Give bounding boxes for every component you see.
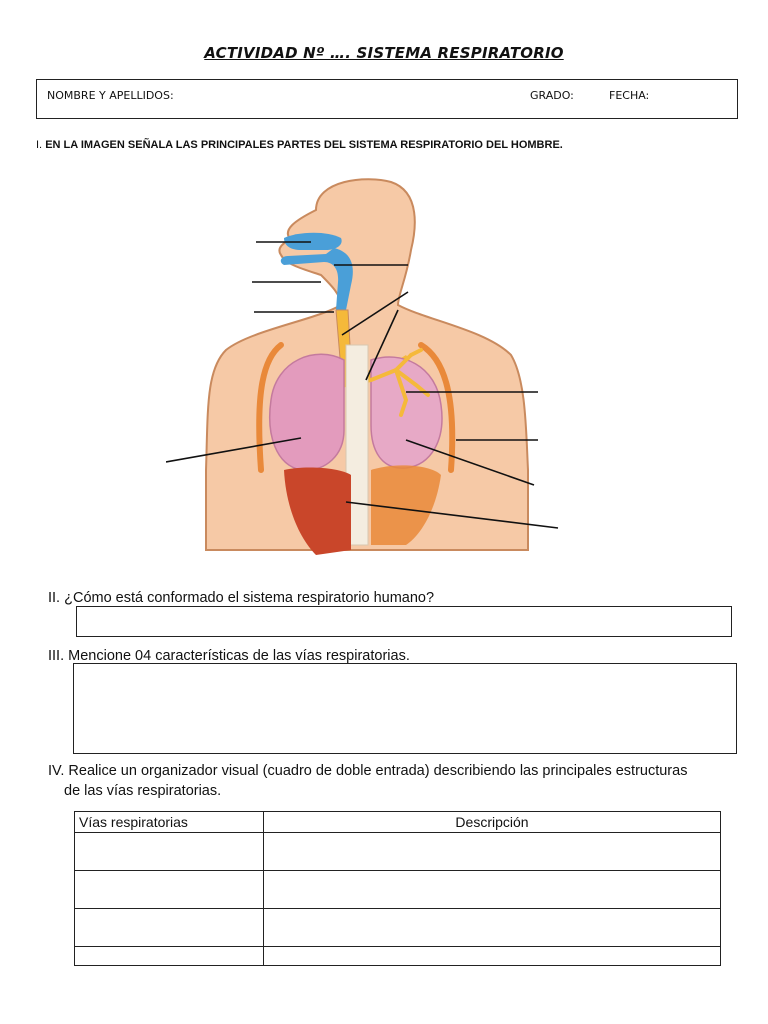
question-4-line-2: de las vías respiratorias. bbox=[64, 783, 222, 799]
table-row bbox=[75, 833, 721, 871]
question-4-line-1: IV. Realice un organizador visual (cuadro de doble entrada) describiendo las principales estructuras bbox=[48, 763, 688, 779]
table-header-row bbox=[75, 812, 721, 833]
table-cell[interactable] bbox=[264, 833, 721, 871]
pharynx bbox=[281, 248, 353, 310]
answer-box-2[interactable] bbox=[76, 606, 732, 637]
worksheet-title: ACTIVIDAD Nº …. SISTEMA RESPIRATORIO bbox=[204, 44, 564, 62]
table-cell[interactable] bbox=[75, 833, 264, 871]
question-2: II. ¿Cómo está conformado el sistema respiratorio humano? bbox=[48, 590, 435, 606]
table-cell[interactable] bbox=[264, 871, 721, 909]
respiratory-system-diagram bbox=[166, 170, 566, 560]
table-row bbox=[75, 871, 721, 909]
student-info-box bbox=[36, 79, 738, 119]
header-descripcion: Descripción bbox=[264, 812, 721, 833]
table-cell[interactable] bbox=[75, 871, 264, 909]
grade-label: GRADO: bbox=[530, 89, 574, 102]
table-cell[interactable] bbox=[75, 909, 264, 947]
answer-box-3[interactable] bbox=[73, 663, 737, 754]
table-cell[interactable] bbox=[264, 947, 721, 966]
question-1 bbox=[36, 139, 563, 151]
question-3: III. Mencione 04 características de las vías respiratorias. bbox=[48, 648, 410, 664]
table-row bbox=[75, 909, 721, 947]
date-label: FECHA: bbox=[609, 89, 650, 102]
question-1-number: I. bbox=[36, 139, 43, 151]
table-cell[interactable] bbox=[75, 947, 264, 966]
question-1-text: EN LA IMAGEN SEÑALA LAS PRINCIPALES PARTES DEL SISTEMA RESPIRATORIO DEL HOMBRE. bbox=[45, 139, 563, 151]
name-label: NOMBRE Y APELLIDOS: bbox=[47, 89, 174, 102]
organizer-table bbox=[74, 811, 721, 966]
table-row bbox=[75, 947, 721, 966]
header-vias: Vías respiratorias bbox=[75, 812, 264, 833]
table-cell[interactable] bbox=[264, 909, 721, 947]
